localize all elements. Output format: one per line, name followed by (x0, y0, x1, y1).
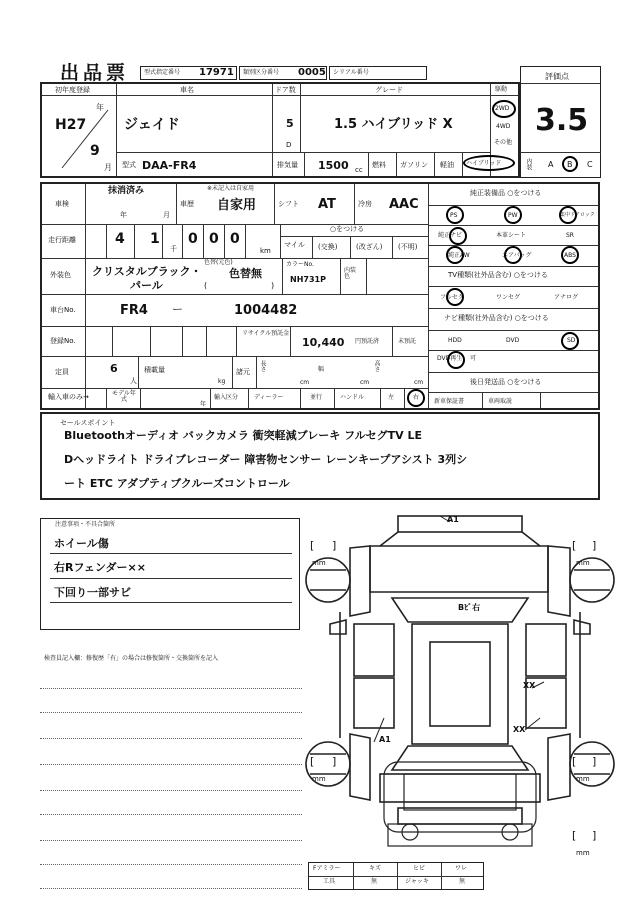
drive-2wd-circle (492, 100, 516, 118)
equip-airbag: エアバッグ (502, 252, 532, 259)
legend-header-kizu: キズ (369, 865, 381, 872)
import-label: 輸入車のみ→ (48, 393, 89, 401)
recycle-unit: 円預託済 (355, 338, 380, 345)
interior-b: B (567, 160, 573, 169)
equip-abs-circle (561, 246, 579, 264)
equip-navi-circle (449, 227, 467, 245)
equip-pw: PW (508, 212, 518, 219)
capacity-value: 6 (110, 362, 118, 375)
underbody-rear (388, 824, 532, 846)
odo-digit-3: 0 (188, 231, 198, 247)
dvd-ok: 可 (470, 355, 477, 362)
shaken-year-unit: 年 (120, 211, 127, 219)
notes-block (40, 518, 300, 630)
front-left-fender (350, 546, 370, 616)
tire-rl-mm: mm (312, 775, 326, 783)
tv-analog: アナログ (554, 294, 579, 301)
equip-navi: 純正ナビ (438, 232, 463, 239)
odo-digit-2: 1 (150, 231, 160, 247)
underbody-inner (404, 774, 516, 810)
navi-title: ナビ種類(社外品含む) ○をつける (444, 314, 549, 322)
odo-label: 走行距離 (48, 236, 76, 244)
underbody (384, 762, 536, 832)
kata-box (140, 66, 237, 80)
mark-right-door: Bﾋﾟ右 (458, 603, 481, 612)
handle-right-circle (407, 389, 425, 407)
chassis-label: 車台No. (50, 306, 76, 314)
height-cm: cm (414, 379, 424, 386)
navi-dvd: DVD (506, 337, 520, 344)
rear-window (392, 746, 528, 770)
serial-box (329, 66, 427, 80)
hybrid-circle (463, 155, 515, 171)
model-year-label: モデル年式 (112, 390, 136, 403)
left-front-door (354, 624, 394, 676)
tire-spare-bracket-close: ] (592, 829, 597, 842)
grade-label: グレード (375, 86, 403, 94)
ruibetsu-box (239, 66, 327, 80)
drive-label: 駆動 (495, 86, 508, 93)
equip-sr: SR (566, 232, 574, 239)
height-label: 高さ (373, 360, 380, 372)
exterior-value-2: パール (130, 279, 163, 292)
koukan-label: (交換) (318, 243, 338, 251)
rear-left-fender (350, 734, 370, 800)
interior-a: A (548, 160, 554, 169)
tire-rl-bracket-open: [ (310, 755, 315, 768)
mark-rear-fender: XX (523, 681, 536, 690)
recycle-value: 10,440 (302, 336, 345, 349)
dealer-option: ディーラー (254, 394, 284, 401)
mark-rear-wheel: XX (513, 725, 526, 734)
dims-label: 諸元 (236, 368, 250, 376)
equip-ps-circle (446, 206, 464, 224)
width-label: 幅 (318, 366, 325, 373)
equip-aw: 純正AW (448, 252, 470, 259)
disp-value: 1500 (318, 159, 349, 172)
left-rear-door (354, 678, 394, 728)
fuel-gas: ガソリン (400, 161, 428, 169)
interior-b-circle (562, 156, 578, 172)
heikou-option: 並行 (310, 394, 323, 401)
ruibetsu-label: 類別区分番号 (243, 69, 280, 76)
equip-aw-circle (446, 246, 464, 264)
notes-label: 注意事項・不具合箇所 (55, 521, 116, 528)
interior-label: 内装 (525, 158, 532, 170)
fumei-label: (不明) (398, 243, 418, 251)
load-unit: kg (218, 378, 226, 385)
tire-rr-bracket-close: ] (592, 755, 597, 768)
serial-label: シリアル番号 (333, 69, 369, 76)
fuel-hybrid: ハイブリッド (466, 160, 502, 167)
equip-pw-circle (504, 206, 522, 224)
color-no-label: カラーNo. (286, 261, 314, 268)
fuel-label: 燃料 (372, 161, 386, 169)
mile-label: マイル (284, 241, 305, 249)
model-value: DAA-FR4 (142, 159, 197, 172)
rear-right-fender (548, 734, 570, 800)
capacity-label: 定員 (55, 368, 69, 376)
odo-digit-1: 4 (115, 231, 125, 247)
legend-header-mirror: Fアミラー (313, 865, 341, 872)
cooler-label: 冷房 (358, 200, 372, 208)
legend-table (308, 862, 484, 890)
tire-fr-mm: mm (576, 559, 590, 567)
tv-fullseg: フルセグ (440, 294, 464, 301)
drive-other: その他 (494, 139, 513, 146)
legend-value-jack: ジャッキ (405, 878, 429, 885)
irogae-paren-open: ( (204, 281, 208, 290)
roof-inner (430, 642, 490, 726)
legend-value-tool: 工具 (323, 878, 336, 885)
front-right-fender (548, 546, 570, 616)
form-title: 出品票 (60, 62, 130, 84)
tv-fullseg-circle (446, 288, 464, 306)
sales-point-label: セールスポイント (60, 419, 116, 427)
odo-km: km (260, 247, 271, 255)
tire-fr-bracket-close: ] (592, 539, 597, 552)
equip-lock-circle (559, 206, 577, 224)
month-unit: 月 (104, 163, 112, 172)
equip-title: 純正装備品 ○をつける (470, 189, 542, 197)
reg-slash (60, 108, 110, 170)
model-label: 型式 (122, 161, 136, 169)
grade-value: 1.5 ハイブリッド X (334, 117, 453, 132)
interior-color-label: 内装色 (344, 267, 357, 280)
fuel-light: 軽油 (440, 161, 454, 169)
model-year-suffix: 年 (200, 401, 207, 408)
navi-hdd: HDD (448, 337, 462, 344)
drive-2wd: 2WD (495, 105, 510, 112)
chassis-dash: ー (172, 303, 183, 316)
tire-fl-bracket-open: [ (310, 539, 315, 552)
tire-spare-mm: mm (576, 849, 590, 857)
interior-c: C (587, 160, 593, 169)
hyoka-label: 評価点 (545, 72, 569, 81)
disp-label: 排気量 (277, 161, 298, 169)
right-mirror (574, 620, 590, 634)
legend-value-jack-status: 無 (459, 878, 466, 885)
capacity-unit: 人 (130, 377, 137, 385)
exterior-value-1: クリスタルブラック・ (92, 265, 202, 278)
first-reg-month: 9 (90, 143, 100, 159)
tire-spare-bracket-open: [ (572, 829, 577, 842)
first-reg-label: 初年度登録 (55, 86, 90, 94)
legend-value-tool-status: 無 (371, 878, 378, 885)
dvd-circle (447, 351, 465, 369)
after-warranty: 新車保証書 (434, 398, 465, 405)
handle-right: 右 (413, 394, 420, 401)
tire-rr-bracket-open: [ (572, 755, 577, 768)
tire-fr-bracket-open: [ (572, 539, 577, 552)
front-bumper (398, 516, 522, 532)
car-name: ジェイド (124, 117, 180, 133)
shaken-value: 抹消済み (108, 186, 145, 196)
shaken-month-unit: 月 (163, 211, 170, 219)
kata-label: 型式指定番号 (144, 69, 181, 76)
recycle-unpaid: 未預託 (398, 338, 417, 345)
equip-leather: 本革シート (496, 232, 527, 239)
equip-ps: PS (450, 212, 458, 219)
odo-digit-5: 0 (230, 231, 240, 247)
tire-fl-bracket-close: ] (332, 539, 337, 552)
chassis-prefix: FR4 (120, 303, 148, 318)
width-cm: cm (360, 379, 370, 386)
import-kubun-label: 輸入区分 (214, 394, 239, 401)
after-title: 後日発送品 ○をつける (470, 378, 542, 386)
shaken-label: 車検 (55, 200, 69, 208)
sales-point-line-1: Bluetoothオーディオ バックカメラ 衝突軽減ブレーキ フルセグTV LE (64, 429, 423, 442)
legend-header-hibi: ヒビ (413, 865, 426, 872)
handle-left: 左 (388, 394, 395, 401)
irogae-label: 色替(元色) (204, 259, 233, 266)
doors-value: 5 (286, 117, 294, 130)
tire-fl-mm: mm (312, 559, 326, 567)
sales-point-line-3: ート ETC アダプティブクルーズコントロール (64, 477, 290, 490)
cooler-value: AAC (389, 197, 419, 212)
tire-rr-mm: mm (576, 775, 590, 783)
car-name-label: 車名 (180, 86, 194, 94)
legend-header-ware: ワレ (455, 865, 468, 872)
drive-4wd: 4WD (496, 123, 511, 130)
shift-label: シフト (278, 200, 299, 208)
tv-oneseg: ワンセグ (496, 294, 521, 301)
kaizan-label: (改ざん) (356, 243, 383, 251)
navi-sd-circle (561, 332, 579, 350)
chassis-number: 1004482 (234, 303, 298, 318)
mark-front-bumper: A1 (447, 515, 459, 524)
recycle-label: リサイクル預託金 (242, 330, 290, 337)
sales-point-line-2: Dヘッドライト ドライブレコーダー 障害物センサー レーンキープアシスト 3列シ (64, 453, 468, 466)
equip-abs: ABS (564, 252, 576, 259)
disp-unit: cc (355, 166, 363, 174)
equip-airbag-circle (504, 246, 522, 264)
handle-label: ハンドル (340, 394, 365, 401)
left-mirror (330, 620, 346, 634)
equip-lock: 集中ドアロック (560, 212, 595, 218)
hyoka-value: 3.5 (535, 103, 589, 138)
hood (370, 546, 548, 592)
length-cm: cm (300, 379, 310, 386)
year-unit: 年 (96, 103, 104, 112)
tire-rl-bracket-close: ] (332, 755, 337, 768)
tv-title: TV種類(社外品含む) ○をつける (448, 271, 548, 279)
usage-note: ※未記入は自家用 (207, 185, 255, 192)
reg-no-label: 登録No. (50, 337, 76, 345)
exterior-label: 外装色 (50, 271, 71, 279)
odo-digit-4: 0 (209, 231, 219, 247)
shift-value: AT (318, 197, 336, 212)
irogae-paren-close: ) (271, 281, 275, 290)
car-diagram (300, 512, 620, 857)
note-1: ホイール傷 (54, 537, 109, 550)
irogae-value: 色替無 (229, 267, 262, 280)
note-3: 下回り一部サビ (54, 586, 131, 599)
length-label: 長さ (259, 360, 266, 372)
navi-sd: SD (567, 337, 576, 344)
right-front-door (526, 624, 566, 676)
after-manual: 車両取説 (488, 398, 513, 405)
shareki-value: 自家用 (217, 198, 257, 213)
kata-value: 17971 (199, 67, 234, 78)
door-unit: D (286, 141, 292, 149)
thousand-unit: 千 (170, 245, 177, 253)
mark-front-wheel: A1 (379, 735, 391, 744)
ruibetsu-value: 0005 (298, 67, 326, 78)
load-label: 積載量 (144, 366, 165, 374)
mark-note: ○をつける (330, 225, 365, 233)
doors-label: ドア数 (275, 86, 296, 94)
note-2: 右Rフェンダー×× (54, 561, 146, 574)
first-reg-era: H27 (55, 117, 87, 133)
dvd-label: DVD再生 (437, 355, 463, 362)
color-no-value: NH731P (290, 275, 326, 284)
shareki-label: 車歴 (180, 200, 194, 208)
inspector-label: 検査員記入欄：修復歴「有」の場合は修復箇所・交換箇所を記入 (44, 655, 219, 662)
